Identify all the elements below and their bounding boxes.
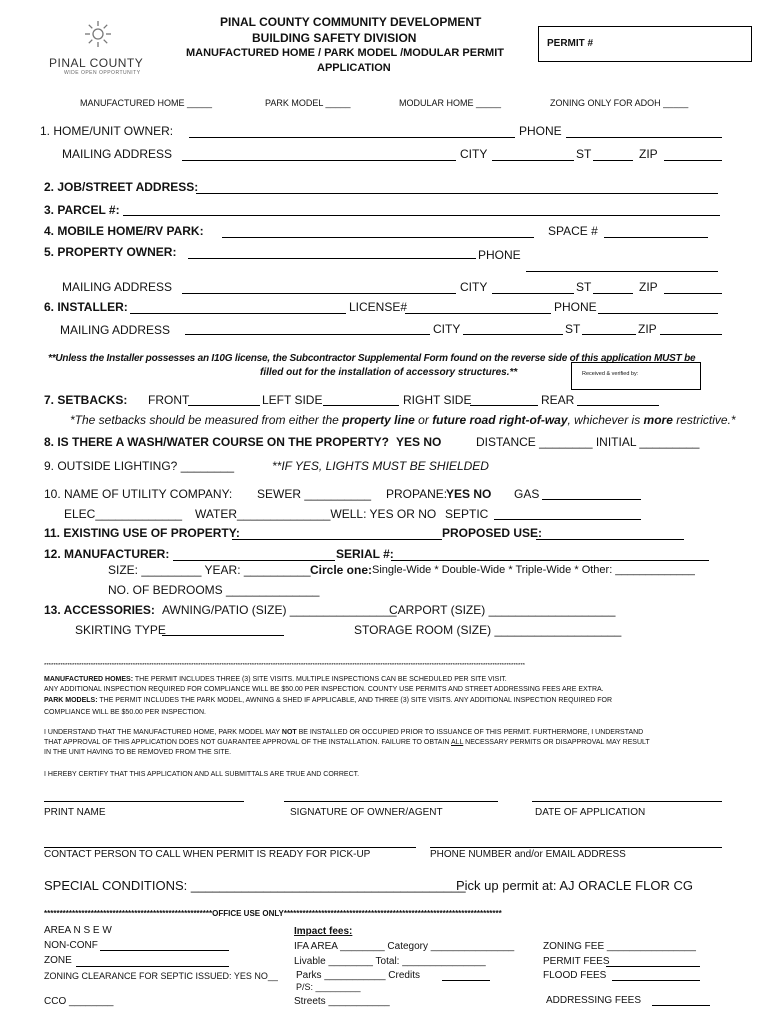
setback-rear-label: REAR xyxy=(541,393,575,407)
property-owner-phone-label: PHONE xyxy=(478,248,521,262)
pickup-location-options[interactable]: Pick up permit at: AJ ORACLE FLOR CG xyxy=(456,878,693,893)
logo-name: PINAL COUNTY xyxy=(49,56,144,70)
installer-st-label: ST xyxy=(565,322,581,336)
installer-zip-field[interactable] xyxy=(660,334,722,335)
installer-notice-line1: **Unless the Installer possesses an I10G license, the Subcontractor Supplemental Form found on the reverse side of this application MUST be xyxy=(48,353,696,364)
propane-label: PROPANE: xyxy=(386,487,448,501)
separator-stars: ************************************************************************************************************************************************************************************************************** xyxy=(44,663,526,669)
awning-field[interactable]: AWNING/PATIO (SIZE) ________________ xyxy=(162,603,397,617)
serial-field[interactable] xyxy=(391,560,709,561)
installer-notice-line2: filled out for the installation of accessory structures.** xyxy=(260,367,518,378)
proposed-use-field[interactable] xyxy=(536,539,684,540)
serial-label: SERIAL #: xyxy=(336,547,394,561)
storage-field[interactable]: STORAGE ROOM (SIZE) ___________________ xyxy=(354,623,622,637)
septic-label: SEPTIC xyxy=(445,507,489,521)
existing-use-field[interactable] xyxy=(232,539,442,540)
property-owner-mailing-field[interactable] xyxy=(182,293,456,294)
permit-fees-field[interactable] xyxy=(606,966,700,967)
installer-phone-label: PHONE xyxy=(554,300,597,314)
outside-lighting-note: **IF YES, LIGHTS MUST BE SHIELDED xyxy=(272,459,489,473)
installer-city-field[interactable] xyxy=(463,334,563,335)
park-models-note: PARK MODELS: THE PERMIT INCLUDES THE PARK MODEL, AWNING & SHED IF APPLICABLE, AND THREE (3) SITE VISITS. ANY ADDITIONAL INSPECTION REQUIRED FOR xyxy=(44,697,613,704)
property-owner-city-field[interactable] xyxy=(492,293,574,294)
type-park-model[interactable]: PARK MODEL _____ xyxy=(265,98,351,108)
home-owner-st-label: ST xyxy=(576,147,592,161)
office-nonconf-label: NON-CONF xyxy=(44,940,98,951)
manufactured-homes-note: MANUFACTURED HOMES: THE PERMIT INCLUDES THREE (3) SITE VISITS. MULTIPLE INSPECTIONS CAN BE SCHEDULED PER SITE VISIT. xyxy=(44,676,507,683)
received-verified-box[interactable] xyxy=(571,362,701,390)
wash-course-distance[interactable]: DISTANCE ________ INITIAL _________ xyxy=(476,435,700,449)
print-name-field[interactable] xyxy=(44,801,244,802)
office-cco[interactable]: CCO ________ xyxy=(44,996,114,1007)
phone-email-label: PHONE NUMBER and/or EMAIL ADDRESS xyxy=(430,849,626,860)
size-year-field[interactable]: SIZE: _________ YEAR: __________ xyxy=(108,563,311,577)
installer-st-field[interactable] xyxy=(582,334,636,335)
understand-line2: THAT APPROVAL OF THIS APPLICATION DOES NOT GUARANTEE APPROVAL OF THE INSTALLATION. FAILURE TO OBTAIN ALL NECESSARY PERMITS OR DISAPPROVAL MAY RESULT xyxy=(44,739,650,746)
carport-field[interactable]: CARPORT (SIZE) ___________________ xyxy=(389,603,616,617)
home-owner-phone-label: PHONE xyxy=(519,124,562,138)
outside-lighting-label[interactable]: 9. OUTSIDE LIGHTING? ________ xyxy=(44,459,235,473)
setback-left-field[interactable] xyxy=(323,405,399,406)
permit-number-box[interactable] xyxy=(538,26,752,62)
accessories-label: 13. ACCESSORIES: xyxy=(44,603,155,617)
office-zone-label: ZONE xyxy=(44,955,72,966)
setback-left-label: LEFT SIDE xyxy=(262,393,323,407)
proposed-use-label: PROPOSED USE: xyxy=(442,526,543,540)
sewer-field[interactable]: SEWER __________ xyxy=(257,487,372,501)
certify-statement: I HEREBY CERTIFY THAT THIS APPLICATION AND ALL SUBMITTALS ARE TRUE AND CORRECT. xyxy=(44,771,360,778)
water-well-field[interactable]: WATER______________WELL: YES OR NO xyxy=(195,507,437,521)
property-owner-zip-label: ZIP xyxy=(639,280,658,294)
setback-note: *The setbacks should be measured from either the property line or future road right-of-way, whichever is more restrictive.* xyxy=(70,413,736,427)
special-conditions-field[interactable]: SPECIAL CONDITIONS: ______________________________________ xyxy=(44,878,466,893)
setbacks-label: 7. SETBACKS: xyxy=(44,393,128,407)
wash-course-yes-no[interactable]: YES NO xyxy=(396,435,442,449)
permit-label: PERMIT # xyxy=(547,38,594,49)
property-owner-st-label: ST xyxy=(576,280,592,294)
header-line3: MANUFACTURED HOME / PARK MODEL /MODULAR PERMIT xyxy=(186,47,504,59)
width-options[interactable]: Single-Wide * Double-Wide * Triple-Wide * Other: _____________ xyxy=(372,564,695,576)
installer-label: 6. INSTALLER: xyxy=(44,300,128,314)
property-owner-city-label: CITY xyxy=(460,280,488,294)
property-owner-mailing-label: MAILING ADDRESS xyxy=(62,280,173,294)
header-line2: BUILDING SAFETY DIVISION xyxy=(252,31,417,45)
type-modular[interactable]: MODULAR HOME _____ xyxy=(399,98,502,108)
impact-fees-label: Impact fees: xyxy=(294,926,353,937)
home-owner-mailing-field[interactable] xyxy=(182,160,456,161)
setback-right-field[interactable] xyxy=(470,405,538,406)
home-owner-field[interactable] xyxy=(189,137,515,138)
wash-course-label: 8. IS THERE A WASH/WATER COURSE ON THE PROPERTY? xyxy=(44,435,389,449)
existing-use-label: 11. EXISTING USE OF PROPERTY: xyxy=(44,526,240,540)
bedrooms-field[interactable]: NO. OF BEDROOMS ______________ xyxy=(108,583,320,597)
setback-front-field[interactable] xyxy=(188,405,260,406)
addressing-fees-label: ADDRESSING FEES xyxy=(546,995,642,1006)
home-owner-mailing-label: MAILING ADDRESS xyxy=(62,147,173,161)
date-label: DATE OF APPLICATION xyxy=(535,807,646,818)
installer-field[interactable] xyxy=(130,313,346,314)
livable-field[interactable]: Livable ________ Total: _______________ xyxy=(294,956,486,967)
ps-field[interactable]: P/S: _________ xyxy=(296,982,361,992)
property-owner-st-field[interactable] xyxy=(593,293,633,294)
office-zoning-clearance[interactable]: ZONING CLEARANCE FOR SEPTIC ISSUED: YES NO__ xyxy=(44,971,278,981)
setback-front-label: FRONT xyxy=(148,393,190,407)
home-owner-city-field[interactable] xyxy=(492,160,574,161)
property-owner-phone-field[interactable] xyxy=(526,271,718,272)
home-owner-zip-field[interactable] xyxy=(664,160,722,161)
parcel-label: 3. PARCEL #: xyxy=(44,203,120,217)
home-owner-city-label: CITY xyxy=(460,147,488,161)
park-models-note2: COMPLIANCE WILL BE $50.00 PER INSPECTION. xyxy=(44,709,206,716)
ifa-area-field[interactable]: IFA AREA ________ Category _______________ xyxy=(294,941,515,952)
manufacturer-field[interactable] xyxy=(173,560,335,561)
rv-park-label: 4. MOBILE HOME/RV PARK: xyxy=(44,224,204,238)
credits-field[interactable] xyxy=(442,980,490,981)
rv-park-field[interactable] xyxy=(222,237,534,238)
signature-label: SIGNATURE OF OWNER/AGENT xyxy=(290,807,443,818)
home-owner-zip-label: ZIP xyxy=(639,147,658,161)
office-use-banner: ******************************************************OFFICE USE ONLY********************************************************************** xyxy=(44,909,502,918)
skirting-field[interactable] xyxy=(162,635,284,636)
home-owner-phone-field[interactable] xyxy=(566,137,722,138)
installer-license-label: LICENSE# xyxy=(349,300,408,314)
setback-rear-field[interactable] xyxy=(577,405,659,406)
contact-person-field[interactable] xyxy=(44,847,416,848)
understand-line3: IN THE UNIT HAVING TO BE REMOVED FROM THE SITE. xyxy=(44,749,232,756)
parcel-field[interactable] xyxy=(123,215,720,216)
streets-field[interactable]: Streets ___________ xyxy=(294,996,390,1007)
manufactured-homes-note2: ANY ADDITIONAL INSPECTION REQUIRED FOR COMPLIANCE WILL BE $50.00 PER INSPECTION. COUNTY USE PERMITS AND STREET ADDRESSING FEES ARE EXTRA. xyxy=(44,686,604,693)
flood-fees-label: FLOOD FEES xyxy=(543,970,607,981)
skirting-label: SKIRTING TYPE xyxy=(75,623,166,637)
installer-phone-field[interactable] xyxy=(598,313,718,314)
contact-person-label: CONTACT PERSON TO CALL WHEN PERMIT IS READY FOR PICK-UP xyxy=(44,849,371,860)
property-owner-label: 5. PROPERTY OWNER: xyxy=(44,245,177,259)
type-manufactured[interactable]: MANUFACTURED HOME _____ xyxy=(80,98,213,108)
propane-yes-no[interactable]: YES NO xyxy=(446,487,492,501)
installer-city-label: CITY xyxy=(433,322,461,336)
manufacturer-label: 12. MANUFACTURER: xyxy=(44,547,170,561)
property-owner-zip-field[interactable] xyxy=(664,293,722,294)
flood-fees-field[interactable] xyxy=(612,980,700,981)
header-line4: APPLICATION xyxy=(317,62,391,74)
received-verified-label: Received & verified by: xyxy=(582,371,639,377)
phone-email-field[interactable] xyxy=(430,847,722,848)
understand-line1: I UNDERSTAND THAT THE MANUFACTURED HOME, PARK MODEL MAY NOT BE INSTALLED OR OCCUPIED PRIOR TO ISSUANCE OF THIS PERMIT. FURTHERMORE, I UNDERSTAND xyxy=(44,729,644,736)
property-owner-field[interactable] xyxy=(188,258,476,259)
gas-field[interactable] xyxy=(542,499,641,500)
office-area[interactable]: AREA N S E W xyxy=(44,925,112,936)
header-line1: PINAL COUNTY COMMUNITY DEVELOPMENT xyxy=(220,15,482,29)
setback-right-label: RIGHT SIDE xyxy=(403,393,472,407)
installer-mailing-label: MAILING ADDRESS xyxy=(60,323,171,337)
space-field[interactable] xyxy=(604,237,708,238)
job-address-label: 2. JOB/STREET ADDRESS: xyxy=(44,180,199,194)
job-address-field[interactable] xyxy=(196,193,718,194)
zoning-fee-field[interactable]: ZONING FEE ________________ xyxy=(543,941,696,952)
permit-fees-label: PERMIT FEES xyxy=(543,956,610,967)
office-nonconf-field[interactable] xyxy=(100,950,229,951)
signature-field[interactable] xyxy=(284,801,498,802)
logo-tagline: WIDE OPEN OPPORTUNITY xyxy=(64,70,141,76)
parks-credits-field[interactable]: Parks ___________ Credits xyxy=(296,970,420,981)
pinal-county-sun-logo-icon xyxy=(84,20,112,48)
type-zoning[interactable]: ZONING ONLY FOR ADOH _____ xyxy=(550,98,689,108)
home-owner-st-field[interactable] xyxy=(593,160,633,161)
installer-license-field[interactable] xyxy=(405,313,551,314)
elec-field[interactable]: ELEC_____________ xyxy=(64,507,183,521)
septic-field[interactable] xyxy=(494,519,641,520)
addressing-fees-field[interactable] xyxy=(652,1005,710,1006)
home-owner-label: 1. HOME/UNIT OWNER: xyxy=(40,124,174,138)
space-label: SPACE # xyxy=(548,224,598,238)
installer-mailing-field[interactable] xyxy=(185,334,430,335)
date-field[interactable] xyxy=(532,801,722,802)
office-zone-field[interactable] xyxy=(76,966,229,967)
print-name-label: PRINT NAME xyxy=(44,807,106,818)
circle-one-label: Circle one: xyxy=(310,563,373,577)
installer-zip-label: ZIP xyxy=(638,322,657,336)
utility-company-label: 10. NAME OF UTILITY COMPANY: xyxy=(44,487,233,501)
gas-label: GAS xyxy=(514,487,540,501)
